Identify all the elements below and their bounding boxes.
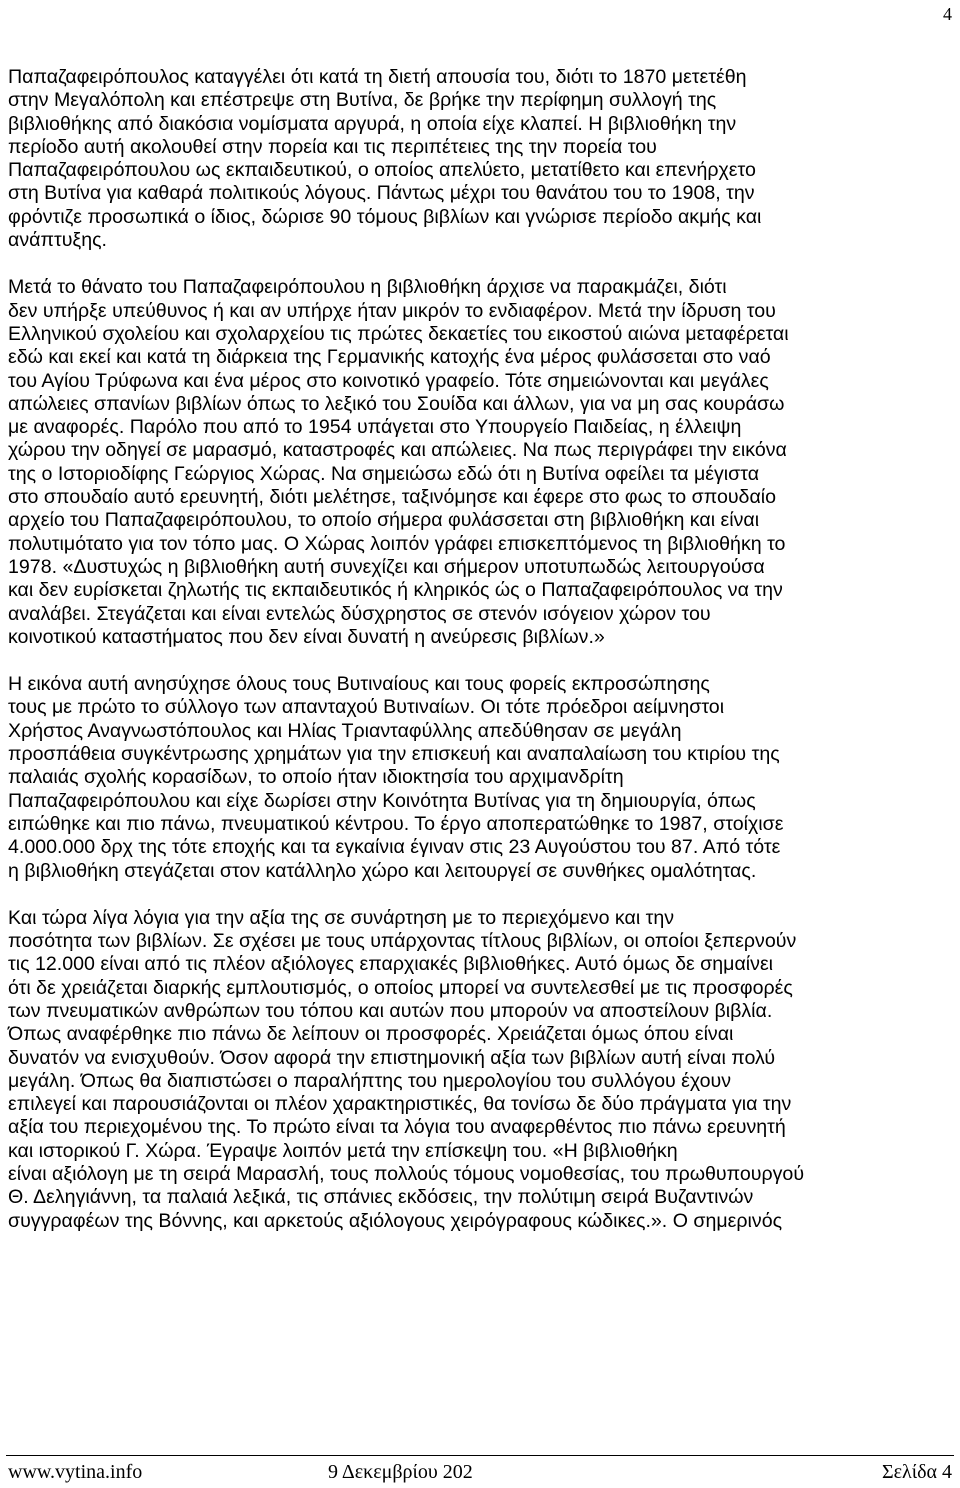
- paragraph-3: Η εικόνα αυτή ανησύχησε όλους τους Βυτιναίους και τους φορείς εκπροσώπησης τους με πρώτο το σύλλογο των απανταχού Βυτιναίων. Οι τότε πρόεδροι αείμνηστοι Χρήστος Αναγνωστόπουλος και Ηλίας Τριανταφύλλης απεδύθησαν σε μεγάλη προσπάθεια συγκέντρωσης χρημάτων για την επισκευή και αναπαλαίωση του κτιρίου της παλαιάς σχολής κορασίδων, το οποίο ήταν ιδιοκτησία του αρχιμανδρίτη Παπαζαφειρόπουλου και είχε δωρίσει στην Κοινότητα Βυτίνας για τη δημιουργία, όπως ειπώθηκε και πιο πάνω, πνευματικού κέντρου. Το έργο αποπερατώθηκε το 1987, στοίχισε 4.000.000 δρχ της τότε εποχής και τα εγκαίνια έγιναν στις 23 Αυγούστου του 87. Από τότε η βιβλιοθήκη στεγάζεται στον κατάλληλο χώρο και λειτουργεί σε συνθήκες ομαλότητας.: [8, 673, 784, 882]
- footer-page-label: Σελίδα 4: [881, 1461, 952, 1483]
- page-footer: [8, 1459, 952, 1485]
- footer-date: 9 Δεκεμβρίου 202: [328, 1461, 473, 1483]
- paragraph-4: Και τώρα λίγα λόγια για την αξία της σε συνάρτηση με το περιεχόμενο και την ποσότητα των βιβλίων. Σε σχέσει με τους υπάρχοντας τίτλους βιβλίων, οι οποίοι ξεπερνούν τις 12.000 είναι από τις πλέον αξιόλογες επαρχιακές βιβλιοθήκες. Αυτό όμως δε σημαίνει ότι δε χρειάζεται διαρκής εμπλουτισμός, ο οποίος μπορεί να συντελεσθεί με τις προσφορές των πνευματικών ανθρώπων του τόπου και αυτών που μπορούν να αποστείλουν βιβλία. Όπως αναφέρθηκε πιο πάνω δε λείπουν οι προσφορές. Χρειάζεται όμως όπου είναι δυνατόν να ενισχυθούν. Όσον αφορά την επιστημονική αξία των βιβλίων αυτή είναι πολύ μεγάλη. Όπως θα διαπιστώσει ο παραλήπτης του ημερολογίου του συλλόγου έχουν επιλεγεί και παρουσιάζονται οι πλέον χαρακτηριστικές, θα τονίσω δε δύο πράγματα για την αξία του περιεχομένου της. Το πρώτο είναι τα λόγια του αναφερθέντος πιο πάνω ερευνητή και ιστορικού Γ. Χώρα. Έγραψε λοιπόν μετά την επίσκεψη του. «Η βιβλιοθήκη είναι αξιόλογη με τη σειρά Μαρασλή, τους πολλούς τόμους νομοθεσίας, του πρωθυπουργού Θ. Δεληγιάννη, τα παλαιά λεξικά, τις σπάνιες εκδόσεις, την πολύτιμη σειρά Βυζαντινών συγγραφέων της Βόννης, και αρκετούς αξιόλογους χειρόγραφους κώδικες.». Ο σημερινός: [8, 906, 805, 1232]
- page-number: 4: [943, 4, 952, 24]
- footer-website: www.vytina.info: [8, 1461, 143, 1483]
- document-body: [8, 66, 952, 1233]
- paragraph-2: Μετά το θάνατο του Παπαζαφειρόπουλου η βιβλιοθήκη άρχισε να παρακμάζει, διότι δεν υπήρξε υπεύθυνος ή και αν υπήρχε ήταν μικρόν το ενδιαφέρον. Μετά την ίδρυση του Ελληνικού σχολείου και σχολαρχείου τις πρώτες δεκαετίες του εικοστού αιώνα μεταφέρεται εδώ και εκεί και κατά τη διάρκεια της Γερμανικής κατοχής ένα μέρος φυλάσσεται στο ναό του Αγίου Τρύφωνα και ένα μέρος στο κοινοτικό γραφείο. Τότε σημειώνονται και μεγάλες απώλειες σπανίων βιβλίων όπως το λεξικό του Σουίδα και άλλων, για να μη σας κουράσω με αναφορές. Παρόλο που από το 1954 υπάγεται στο Υπουργείο Παιδείας, η έλλειψη χώρου την οδηγεί σε μαρασμό, καταστροφές και απώλειες. Να πως περιγράφει την εικόνα της ο Ιστοριοδίφης Γεώργιος Χώρας. Να σημειώσω εδώ ότι η Βυτίνα οφείλει τα μέγιστα στο σπουδαίο αυτό ερευνητή, διότι μελέτησε, ταξινόμησε και έφερε στο φως το σπουδαίο αρχείο του Παπαζαφειρόπουλου, το οποίο σήμερα φυλάσσεται στη βιβλιοθήκη και είναι πολυτιμότατο για τον τόπο μας. Ο Χώρας λοιπόν γράφει επισκεπτόμενος τη βιβλιοθήκη το 1978. «Δυστυχώς η βιβλιοθήκη αυτή συνεχίζει και σήμερον υποτυπωδώς λειτουργούσα και δεν ευρίσκεται ζηλωτής τις εκπαιδευτικός ή κληρικός ώς ο Παπαζαφειρόπουλος να την αναλάβει. Στεγάζεται και είναι εντελώς δύσχρηστος σε στενόν ισόγειον χώρον του κοινοτικού καταστήματος που δεν είναι δυνατή η ανεύρεσις βιβλίων.»: [8, 276, 789, 648]
- paragraph-1: Παπαζαφειρόπουλος καταγγέλει ότι κατά τη διετή απουσία του, διότι το 1870 μετετέθη στην Μεγαλόπολη και επέστρεψε στη Βυτίνα, δε βρήκε την περίφημη συλλογή της βιβλιοθήκης από διακόσια νομίσματα αργυρά, η οποία είχε κλαπεί. Η βιβλιοθήκη την περίοδο αυτή ακολουθεί στην πορεία και τις περιπέτειες της την πορεία του Παπαζαφειρόπουλου ως εκπαιδευτικού, ο οποίος απελύετο, μετατίθετο και επενήρχετο στη Βυτίνα για καθαρά πολιτικούς λόγους. Πάντως μέχρι του θανάτου του το 1908, την φρόντιζε προσωπικά ο ίδιος, δώρισε 90 τόμους βιβλίων και γνώρισε περίοδο ακμής και ανάπτυξης.: [8, 66, 762, 252]
- footer-divider: [6, 1455, 954, 1456]
